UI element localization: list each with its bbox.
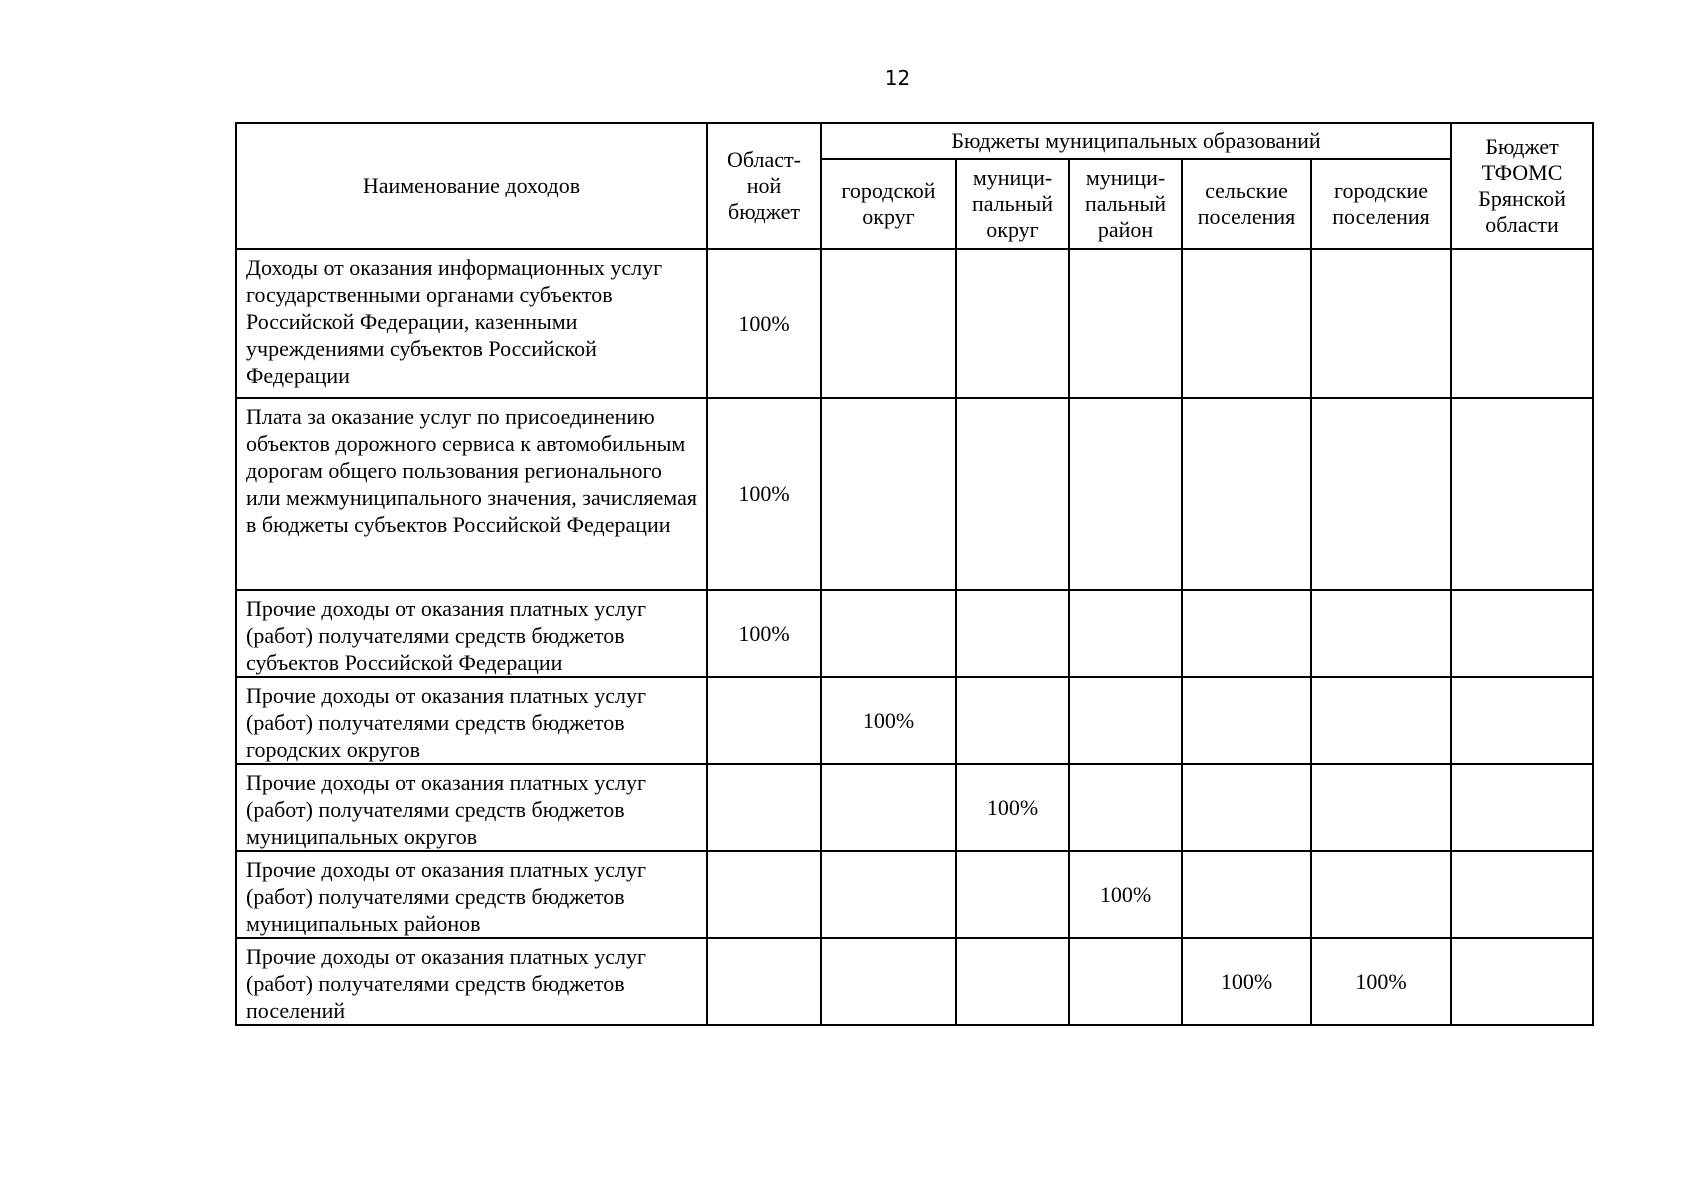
value-cell-tfoms [1451, 249, 1593, 398]
value-cell-tfoms [1451, 590, 1593, 677]
value-cell-municipal-district [956, 249, 1069, 398]
table-row [236, 677, 1593, 764]
table-row [236, 851, 1593, 938]
value-cell-tfoms [1451, 764, 1593, 851]
value-cell-urban-settlements [1311, 398, 1451, 590]
value-cell-municipal-area [1069, 764, 1182, 851]
value-cell-municipal-district [956, 938, 1069, 1025]
table-row [236, 249, 1593, 398]
revenue-distribution-table [235, 122, 1594, 1026]
header-city-district: городской округ [821, 159, 956, 249]
income-name-cell: Доходы от оказания информационных услуг государственными органами субъектов Российской Федерации, казенными учреждениями субъектов Российской Федерации [236, 249, 707, 398]
page-number: 12 [884, 66, 911, 90]
value-cell-city-district [821, 764, 956, 851]
value-cell-regional: 100% [707, 249, 821, 398]
value-cell-urban-settlements [1311, 851, 1451, 938]
value-cell-tfoms [1451, 851, 1593, 938]
value-cell-rural-settlements [1182, 677, 1311, 764]
value-cell-municipal-area [1069, 590, 1182, 677]
value-cell-rural-settlements [1182, 398, 1311, 590]
value-cell-rural-settlements [1182, 249, 1311, 398]
income-name-cell: Плата за оказание услуг по присоединению объектов дорожного сервиса к автомобильным дорогам общего пользования регионального или межмуниципального значения, зачисляемая в бюджеты субъектов Российской Федерации [236, 398, 707, 590]
value-cell-urban-settlements [1311, 249, 1451, 398]
value-cell-city-district [821, 938, 956, 1025]
table-row [236, 398, 1593, 590]
value-cell-city-district [821, 590, 956, 677]
value-cell-regional: 100% [707, 398, 821, 590]
value-cell-regional [707, 938, 821, 1025]
value-cell-rural-settlements [1182, 764, 1311, 851]
table-row [236, 764, 1593, 851]
value-cell-municipal-area [1069, 249, 1182, 398]
income-name-cell: Прочие доходы от оказания платных услуг (работ) получателями средств бюджетов поселений [236, 938, 707, 1025]
value-cell-city-district [821, 398, 956, 590]
value-cell-regional [707, 851, 821, 938]
value-cell-municipal-district [956, 398, 1069, 590]
value-cell-urban-settlements: 100% [1311, 938, 1451, 1025]
value-cell-city-district [821, 851, 956, 938]
value-cell-rural-settlements [1182, 851, 1311, 938]
table-row [236, 590, 1593, 677]
value-cell-municipal-district [956, 590, 1069, 677]
income-name-cell: Прочие доходы от оказания платных услуг (работ) получателями средств бюджетов субъектов Российской Федерации [236, 590, 707, 677]
header-rural-settlements: сельские поселения [1182, 159, 1311, 249]
table-row [236, 938, 1593, 1025]
value-cell-regional: 100% [707, 590, 821, 677]
value-cell-municipal-district: 100% [956, 764, 1069, 851]
value-cell-regional [707, 764, 821, 851]
income-name-cell: Прочие доходы от оказания платных услуг (работ) получателями средств бюджетов муниципальных округов [236, 764, 707, 851]
header-tfoms-budget: Бюджет ТФОМС Брянской области [1451, 123, 1593, 249]
value-cell-municipal-area: 100% [1069, 851, 1182, 938]
income-name-cell: Прочие доходы от оказания платных услуг (работ) получателями средств бюджетов городских округов [236, 677, 707, 764]
value-cell-tfoms [1451, 938, 1593, 1025]
header-urban-settlements: городские поселения [1311, 159, 1451, 249]
value-cell-regional [707, 677, 821, 764]
value-cell-city-district [821, 249, 956, 398]
value-cell-urban-settlements [1311, 590, 1451, 677]
header-municipal-area: муници- пальный район [1069, 159, 1182, 249]
value-cell-rural-settlements: 100% [1182, 938, 1311, 1025]
income-name-cell: Прочие доходы от оказания платных услуг (работ) получателями средств бюджетов муниципальных районов [236, 851, 707, 938]
value-cell-municipal-district [956, 677, 1069, 764]
value-cell-municipal-district [956, 851, 1069, 938]
value-cell-tfoms [1451, 398, 1593, 590]
value-cell-city-district: 100% [821, 677, 956, 764]
header-municipal-budgets: Бюджеты муниципальных образований [821, 123, 1451, 159]
header-income-name: Наименование доходов [236, 123, 707, 249]
value-cell-municipal-area [1069, 938, 1182, 1025]
value-cell-urban-settlements [1311, 677, 1451, 764]
header-municipal-district: муници- пальный округ [956, 159, 1069, 249]
value-cell-urban-settlements [1311, 764, 1451, 851]
header-row-group [236, 123, 1593, 159]
value-cell-tfoms [1451, 677, 1593, 764]
header-regional-budget: Област- ной бюджет [707, 123, 821, 249]
value-cell-municipal-area [1069, 398, 1182, 590]
value-cell-municipal-area [1069, 677, 1182, 764]
value-cell-rural-settlements [1182, 590, 1311, 677]
